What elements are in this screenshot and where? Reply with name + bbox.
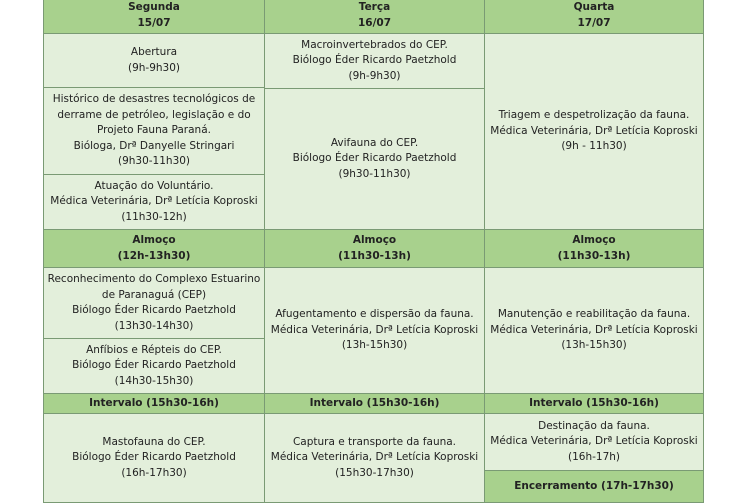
session-destinacao [484, 413, 704, 471]
break-time: (11h30-13h) [557, 249, 631, 262]
session-title: Destinação da fauna. [538, 419, 650, 432]
break-title: Almoço [352, 234, 397, 246]
session-time: (9h-9h30) [127, 61, 180, 74]
session-speaker: Médica Veterinária, Drª Letícia Koproski [490, 124, 698, 137]
session-macroinvertebrados [264, 33, 485, 89]
break-title: Encerramento (17h-17h30) [514, 479, 674, 492]
header-monday [43, 0, 265, 34]
session-title: Atuação do Voluntário. [94, 179, 214, 192]
session-title: Anfíbios e Répteis do CEP. [86, 343, 222, 356]
session-title: Macroinvertebrados do CEP. [301, 38, 448, 51]
session-speaker: Biólogo Éder Ricardo Paetzhold [72, 304, 236, 316]
session-avifauna [264, 88, 485, 230]
break-intervalo-wednesday [484, 393, 704, 414]
header-wednesday [484, 0, 704, 34]
session-speaker: Médica Veterinária, Drª Letícia Koproski [270, 451, 479, 464]
day-date: 16/07 [357, 16, 392, 29]
day-date: 15/07 [137, 16, 171, 29]
session-title: Triagem e despetrolização da fauna. [498, 109, 690, 122]
session-speaker: Bióloga, Drª Danyelle Stringari [73, 139, 235, 152]
session-time: (9h - 11h30) [561, 140, 627, 153]
day-name: Quarta [573, 1, 615, 13]
session-time: (9h-9h30) [348, 69, 401, 82]
break-title: Intervalo (15h30-16h) [529, 396, 659, 409]
session-speaker: Médica Veterinária, Drª Letícia Koproski [50, 195, 258, 208]
session-title: Projeto Fauna Paraná. [97, 124, 211, 137]
session-manutencao [484, 267, 704, 394]
break-time: (11h30-13h) [338, 249, 411, 262]
session-time: (13h-15h30) [561, 339, 627, 352]
session-historico [43, 87, 265, 175]
break-almoco-monday [43, 229, 265, 268]
session-speaker: Biólogo Éder Ricardo Paetzhold [72, 359, 236, 372]
session-cep [43, 267, 265, 339]
session-time: (13h30-14h30) [114, 319, 194, 332]
session-time: (13h-15h30) [341, 339, 408, 352]
session-title: Afugentamento e dispersão da fauna. [275, 308, 474, 321]
session-voluntario [43, 174, 265, 230]
session-title: derrame de petróleo, legislação e do [57, 108, 251, 121]
session-title: Captura e transporte da fauna. [292, 435, 457, 448]
session-speaker: Médica Veterinária, Drª Letícia Koproski [490, 323, 698, 336]
session-anfibios [43, 338, 265, 394]
session-title: Abertura [130, 46, 178, 58]
session-speaker: Biólogo Éder Ricardo Paetzhold [292, 54, 457, 67]
session-time: (15h30-17h30) [335, 466, 414, 479]
session-time: (16h-17h30) [121, 466, 187, 479]
session-title: Manutenção e reabilitação da fauna. [497, 308, 691, 321]
session-triagem [484, 33, 704, 230]
break-intervalo-monday [43, 393, 265, 414]
day-name: Terça [358, 1, 391, 13]
session-time: (16h-17h) [567, 450, 620, 463]
session-title: de Paranaguá (CEP) [101, 288, 207, 301]
session-time: (11h30-12h) [121, 210, 187, 223]
session-captura [264, 413, 485, 503]
session-speaker: Médica Veterinária, Drª Letícia Koproski [270, 323, 479, 336]
break-time: (12h-13h30) [117, 249, 191, 262]
session-time: (9h30-11h30) [338, 167, 411, 180]
break-title: Almoço [132, 234, 176, 246]
break-title: Intervalo (15h30-16h) [309, 396, 440, 409]
break-title: Intervalo (15h30-16h) [89, 396, 219, 409]
session-speaker: Médica Veterinária, Drª Letícia Koproski [490, 435, 698, 448]
break-title: Almoço [572, 234, 616, 246]
session-afugentamento [264, 267, 485, 394]
break-intervalo-tuesday [264, 393, 485, 414]
break-encerramento [484, 470, 704, 503]
session-title: Mastofauna do CEP. [102, 435, 206, 448]
session-title: Reconhecimento do Complexo Estuarino [47, 273, 261, 285]
break-almoco-wednesday [484, 229, 704, 268]
header-tuesday [264, 0, 485, 34]
session-title: Avifauna do CEP. [330, 136, 419, 149]
session-mastofauna [43, 413, 265, 503]
session-time: (9h30-11h30) [117, 155, 191, 168]
session-speaker: Biólogo Éder Ricardo Paetzhold [72, 451, 236, 464]
session-abertura [43, 33, 265, 88]
day-date: 17/07 [577, 16, 611, 29]
session-title: Histórico de desastres tecnológicos de [52, 93, 256, 106]
break-almoco-tuesday [264, 229, 485, 268]
schedule-table [43, 0, 704, 500]
session-speaker: Biólogo Éder Ricardo Paetzhold [292, 152, 457, 165]
session-time: (14h30-15h30) [114, 374, 194, 387]
day-name: Segunda [128, 1, 180, 13]
